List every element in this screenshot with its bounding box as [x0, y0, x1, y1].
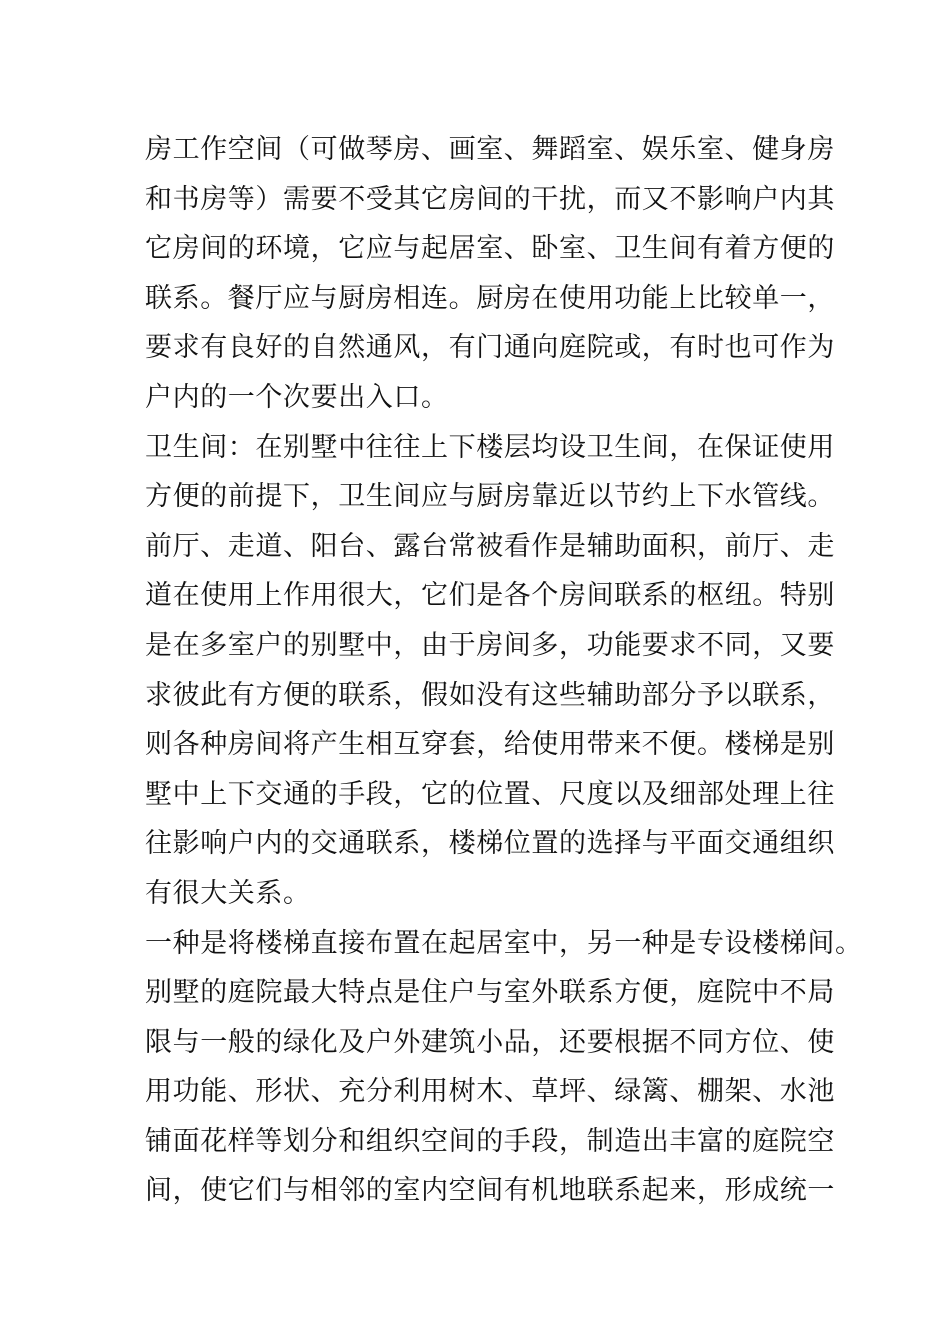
text-line: 卫生间：在别墅中往往上下楼层均设卫生间，在保证使用	[145, 431, 835, 463]
text-line: 前厅、走道、阳台、露台常被看作是辅助面积，前厅、走	[145, 530, 835, 562]
text-line: 则各种房间将产生相互穿套，给使用带来不便。楼梯是别	[145, 729, 835, 761]
text-line: 道在使用上作用很大，它们是各个房间联系的枢纽。特别	[145, 580, 835, 612]
text-line: 铺面花样等划分和组织空间的手段，制造出丰富的庭院空	[145, 1125, 835, 1157]
text-line: 方便的前提下，卫生间应与厨房靠近以节约上下水管线。	[145, 481, 835, 513]
text-line: 和书房等）需要不受其它房间的干扰，而又不影响户内其	[145, 183, 835, 215]
text-line: 要求有良好的自然通风，有门通向庭院或，有时也可作为	[145, 332, 835, 364]
text-line: 墅中上下交通的手段，它的位置、尺度以及细部处理上往	[145, 778, 835, 810]
text-line: 有很大关系。	[145, 877, 311, 909]
text-line: 用功能、形状、充分利用树木、草坪、绿篱、棚架、水池	[145, 1076, 835, 1108]
text-line: 户内的一个次要出入口。	[145, 381, 449, 413]
text-line: 是在多室户的别墅中，由于房间多，功能要求不同，又要	[145, 629, 835, 661]
text-line: 往影响户内的交通联系，楼梯位置的选择与平面交通组织	[145, 828, 835, 860]
text-line: 房工作空间（可做琴房、画室、舞蹈室、娱乐室、健身房	[145, 134, 835, 165]
text-line: 别墅的庭院最大特点是住户与室外联系方便，庭院中不局	[145, 977, 835, 1009]
text-line: 联系。餐厅应与厨房相连。厨房在使用功能上比较单一，	[145, 282, 835, 314]
text-line: 限与一般的绿化及户外建筑小品，还要根据不同方位、使	[145, 1026, 835, 1058]
body-text	[145, 125, 863, 1216]
text-line: 它房间的环境，它应与起居室、卧室、卫生间有着方便的	[145, 233, 835, 265]
text-line: 间，使它们与相邻的室内空间有机地联系起来，形成统一	[145, 1175, 835, 1207]
text-line: 一种是将楼梯直接布置在起居室中，另一种是专设楼梯间。	[145, 927, 863, 959]
text-line: 求彼此有方便的联系，假如没有这些辅助部分予以联系，	[145, 679, 835, 711]
